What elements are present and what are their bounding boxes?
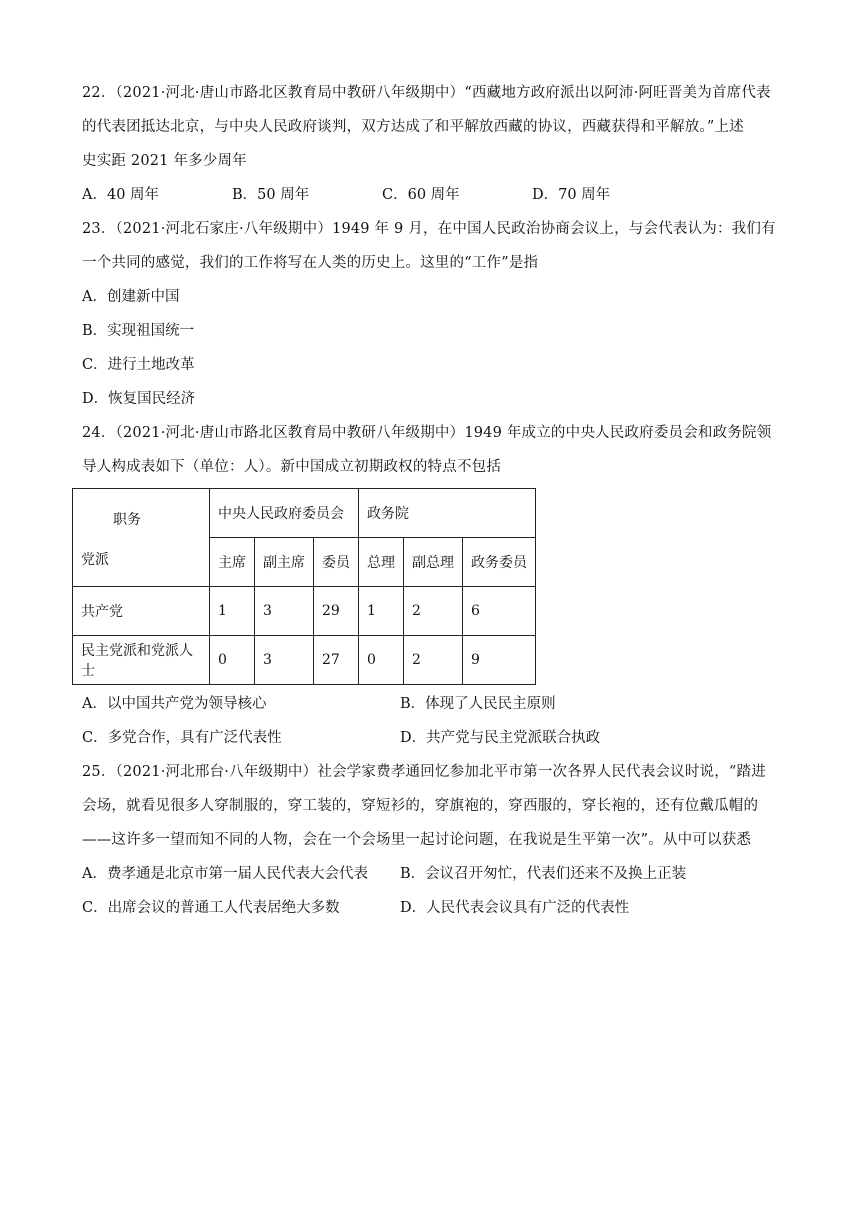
question-page xyxy=(82,76,782,925)
leadership-table xyxy=(72,488,536,685)
question-24-options-row-2 xyxy=(82,721,782,755)
subheader-vice-chairman: 副主席 xyxy=(255,538,314,587)
group-header-central-committee: 中央人民政府委员会 xyxy=(210,489,359,538)
q25-option-b[interactable]: B．会议召开匆忙，代表们还来不及换上正装 xyxy=(400,866,687,882)
question-24 xyxy=(82,416,782,755)
subheader-vice-premier: 副总理 xyxy=(404,538,463,587)
row-label: 民主党派和党派人士 xyxy=(73,636,210,685)
corner-label-position: 职务 xyxy=(113,512,141,528)
table-cell: 0 xyxy=(210,636,255,685)
table-row xyxy=(73,587,536,636)
question-24-line-1: 24．（2021·河北·唐山市路北区教育局中教研八年级期中）1949 年成立的中央人民政府委员会和政务院领 xyxy=(82,425,772,441)
table-corner-header xyxy=(73,489,210,587)
question-24-options-row-1 xyxy=(82,687,782,721)
q24-option-b[interactable]: B．体现了人民民主原则 xyxy=(400,696,556,712)
question-22 xyxy=(82,76,782,212)
q24-option-c[interactable]: C．多党合作，具有广泛代表性 xyxy=(82,730,282,746)
q22-option-c[interactable]: C．60 周年 xyxy=(382,187,460,203)
question-25 xyxy=(82,755,782,925)
table-cell: 6 xyxy=(463,587,536,636)
q22-option-d[interactable]: D．70 周年 xyxy=(532,187,611,203)
row-label: 共产党 xyxy=(73,587,210,636)
question-25-line-2: 会场，就看见很多人穿制服的，穿工装的，穿短衫的，穿旗袍的，穿西服的，穿长袍的，还有位戴瓜帽的 xyxy=(82,798,759,814)
q24-option-d[interactable]: D．共产党与民主党派联合执政 xyxy=(400,730,601,746)
question-25-options-row-1 xyxy=(82,857,782,891)
question-22-line-3: 史实距 2021 年多少周年 xyxy=(82,153,247,169)
question-25-options-row-2 xyxy=(82,891,782,925)
question-25-line-3: ——这许多一望而知不同的人物，会在一个会场里一起讨论问题，在我说是生平第一次”。从中可以获悉 xyxy=(82,832,752,848)
table-cell: 0 xyxy=(359,636,404,685)
table-cell: 3 xyxy=(255,636,314,685)
question-22-options xyxy=(82,178,782,212)
group-header-state-council: 政务院 xyxy=(359,489,536,538)
table-cell: 1 xyxy=(359,587,404,636)
table-cell: 2 xyxy=(404,587,463,636)
table-cell: 1 xyxy=(210,587,255,636)
q25-option-c[interactable]: C．出席会议的普通工人代表居绝大多数 xyxy=(82,900,340,916)
q25-option-a[interactable]: A．费孝通是北京市第一届人民代表大会代表 xyxy=(82,866,368,882)
q23-option-c[interactable]: C．进行土地改革 xyxy=(82,357,195,373)
subheader-premier: 总理 xyxy=(359,538,404,587)
q25-option-d[interactable]: D．人民代表会议具有广泛的代表性 xyxy=(400,900,630,916)
q23-option-d[interactable]: D．恢复国民经济 xyxy=(82,391,196,407)
question-24-line-2: 导人构成表如下（单位：人）。新中国成立初期政权的特点不包括 xyxy=(82,459,502,475)
table-cell: 3 xyxy=(255,587,314,636)
table-cell: 27 xyxy=(314,636,359,685)
q24-option-a[interactable]: A．以中国共产党为领导核心 xyxy=(82,696,267,712)
question-25-line-1: 25．（2021·河北邢台·八年级期中）社会学家费孝通回忆参加北平市第一次各界人民代表会议时说，“踏进 xyxy=(82,764,766,780)
question-23 xyxy=(82,212,782,416)
table-cell: 29 xyxy=(314,587,359,636)
q22-option-a[interactable]: A．40 周年 xyxy=(82,187,160,203)
table-row xyxy=(73,636,536,685)
q23-option-b[interactable]: B．实现祖国统一 xyxy=(82,323,195,339)
q22-option-b[interactable]: B．50 周年 xyxy=(232,187,310,203)
question-22-line-1: 22．（2021·河北·唐山市路北区教育局中教研八年级期中）“西藏地方政府派出以阿沛·阿旺晋美为首席代表 xyxy=(82,85,771,101)
question-22-line-2: 的代表团抵达北京，与中央人民政府谈判，双方达成了和平解放西藏的协议，西藏获得和平解放。”上述 xyxy=(82,119,744,135)
table-cell: 2 xyxy=(404,636,463,685)
subheader-chairman: 主席 xyxy=(210,538,255,587)
question-23-line-2: 一个共同的感觉，我们的工作将写在人类的历史上。这里的“工作”是指 xyxy=(82,255,539,271)
table-cell: 9 xyxy=(463,636,536,685)
q23-option-a[interactable]: A．创建新中国 xyxy=(82,289,180,305)
question-23-line-1: 23．（2021·河北石家庄·八年级期中）1949 年 9 月，在中国人民政治协商会议上，与会代表认为：我们有 xyxy=(82,221,776,237)
corner-label-party: 党派 xyxy=(81,552,109,568)
subheader-council-member: 政务委员 xyxy=(463,538,536,587)
subheader-member: 委员 xyxy=(314,538,359,587)
